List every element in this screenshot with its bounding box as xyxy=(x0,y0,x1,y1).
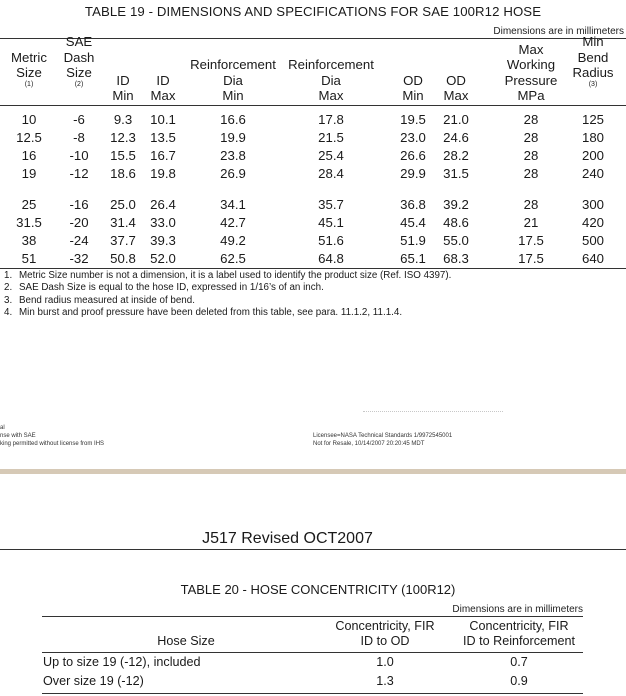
table20-column-header xyxy=(106,634,266,649)
footnote-text: Metric Size number is not a dimension, it is a label used to identify the product size (Ref. ISO 4397). xyxy=(19,270,452,281)
table-cell: 68.3 xyxy=(443,251,469,266)
header-line: Dia xyxy=(321,72,341,88)
faint-dotted-line xyxy=(363,411,503,412)
table-cell: 19 xyxy=(21,166,37,181)
footnote xyxy=(4,295,195,307)
table-cell: 21 xyxy=(523,215,539,230)
table-cell: 17.5 xyxy=(518,251,544,266)
table-cell: 17.8 xyxy=(318,112,344,127)
table-cell: 12.3 xyxy=(110,130,136,145)
header-line: Reinforcement xyxy=(190,57,276,73)
header-line: Min xyxy=(222,87,244,103)
header-line: Pressure xyxy=(504,72,558,88)
table-cell: 31.5 xyxy=(443,166,469,181)
table-cell: 34.1 xyxy=(220,197,246,212)
header-line: OD xyxy=(403,72,423,88)
table-cell: 39.3 xyxy=(150,233,176,248)
table-cell: 48.6 xyxy=(443,215,469,230)
header-line: ID to Reinforcement xyxy=(463,634,575,648)
table-cell: 51 xyxy=(21,251,37,266)
table-cell: 51.6 xyxy=(318,233,344,248)
table-cell: 35.7 xyxy=(318,197,344,212)
table20-title: TABLE 20 - HOSE CONCENTRICITY (100R12) xyxy=(180,582,456,597)
table20-header-rule xyxy=(42,652,583,653)
header-line: Min xyxy=(402,87,424,103)
footnote xyxy=(4,270,451,282)
header-line: SAE xyxy=(65,34,93,50)
footnote-number: 2. xyxy=(4,282,13,294)
table-cell: 19.9 xyxy=(220,130,246,145)
footnote-text: SAE Dash Size is equal to the hose ID, expressed in 1/16’s of an inch. xyxy=(19,282,324,294)
table-cell: -12 xyxy=(69,166,89,181)
header-line: Reinforcement xyxy=(288,57,374,73)
table-cell: 45.4 xyxy=(400,215,426,230)
table-cell: 10.1 xyxy=(150,112,176,127)
table-cell: 21.5 xyxy=(318,130,344,145)
table-cell: 240 xyxy=(581,166,604,181)
header-line: Working xyxy=(506,57,556,73)
table-cell: 21.0 xyxy=(443,112,469,127)
table19-column-header xyxy=(178,57,288,103)
footnote xyxy=(4,282,324,294)
table-cell: 25.4 xyxy=(318,148,344,163)
table-cell: -16 xyxy=(69,197,89,212)
table-cell: 16.6 xyxy=(220,112,246,127)
table-cell: 62.5 xyxy=(220,251,246,266)
table-cell: 300 xyxy=(581,197,604,212)
table-cell: 45.1 xyxy=(318,215,344,230)
header-line: Max xyxy=(150,87,176,103)
table19-header-rule xyxy=(0,105,626,106)
header-line: MPa xyxy=(517,87,545,103)
table-cell: 420 xyxy=(581,215,604,230)
table-cell: Up to size 19 (-12), included xyxy=(43,655,201,669)
header-line: Hose Size xyxy=(157,634,215,648)
table-cell: 50.8 xyxy=(110,251,136,266)
header-line: Max xyxy=(318,87,344,103)
header-line: Min xyxy=(112,87,134,103)
table-cell: 16.7 xyxy=(150,148,176,163)
table-cell: 18.6 xyxy=(110,166,136,181)
table-cell: 26.9 xyxy=(220,166,246,181)
table20-column-header xyxy=(439,619,599,649)
table-cell: 180 xyxy=(581,130,604,145)
table-cell: 25.0 xyxy=(110,197,136,212)
table-cell: 15.5 xyxy=(110,148,136,163)
table-cell: 10 xyxy=(21,112,37,127)
table-cell: 25 xyxy=(21,197,37,212)
table-cell: 31.5 xyxy=(16,215,42,230)
header-line: Radius xyxy=(572,64,614,80)
table-cell: 28 xyxy=(523,166,539,181)
table-cell: 0.9 xyxy=(510,674,528,688)
footer-left-line: al xyxy=(0,425,5,431)
table-cell: -24 xyxy=(69,233,89,248)
table-cell: -20 xyxy=(69,215,89,230)
table-cell: 36.8 xyxy=(400,197,426,212)
page-break-band xyxy=(0,469,626,474)
footer-left-line: nse with SAE xyxy=(0,432,36,439)
header-line: Dash xyxy=(63,49,95,65)
table-cell: 500 xyxy=(581,233,604,248)
footnote xyxy=(4,307,402,319)
table-cell: 12.5 xyxy=(16,130,42,145)
table-cell: 19.5 xyxy=(400,112,426,127)
header-line: Max xyxy=(443,87,469,103)
table-cell: 52.0 xyxy=(150,251,176,266)
table-cell: 49.2 xyxy=(220,233,246,248)
table-cell: -8 xyxy=(73,130,85,145)
table-cell: 29.9 xyxy=(400,166,426,181)
footnote-number: 3. xyxy=(4,294,13,306)
table19-title: TABLE 19 - DIMENSIONS AND SPECIFICATIONS FOR SAE 100R12 HOSE xyxy=(84,4,542,19)
footer-right-line: Licensee=NASA Technical Standards 1/9972545001 xyxy=(313,433,453,439)
footnote-ref: (2) xyxy=(74,81,84,88)
page-header-rule xyxy=(0,549,626,550)
table-cell: 26.4 xyxy=(150,197,176,212)
table19-bottom-rule xyxy=(0,268,626,269)
table-cell: 51.9 xyxy=(400,233,426,248)
footer-left-line: king permitted without license from IHS xyxy=(0,440,105,447)
table-cell: 31.4 xyxy=(110,215,136,230)
header-line: Concentricity, FIR xyxy=(335,619,435,633)
footnote-ref: (1) xyxy=(24,81,34,88)
table20-top-rule xyxy=(42,616,583,617)
table19-units-note: Dimensions are in millimeters xyxy=(493,26,624,37)
header-line: OD xyxy=(446,72,466,88)
table-cell: 640 xyxy=(581,251,604,266)
table-cell: 28 xyxy=(523,148,539,163)
table-cell: 9.3 xyxy=(113,112,133,127)
table-cell: 38 xyxy=(21,233,37,248)
header-line: Bend xyxy=(577,49,609,65)
table-cell: 125 xyxy=(581,112,604,127)
table-cell: Over size 19 (-12) xyxy=(43,674,144,688)
table-cell: 16 xyxy=(21,148,37,163)
table-cell: 64.8 xyxy=(318,251,344,266)
header-line: Metric xyxy=(11,49,47,65)
table-cell: 26.6 xyxy=(400,148,426,163)
footnote-text: Min burst and proof pressure have been deleted from this table, see para. 11.1.2, 11.1.4. xyxy=(19,306,403,318)
table-cell: 28 xyxy=(523,197,539,212)
header-line: Size xyxy=(66,64,92,80)
table-cell: 200 xyxy=(581,148,604,163)
footnote-ref: (3) xyxy=(588,81,598,88)
table-cell: 55.0 xyxy=(443,233,469,248)
header-line: ID xyxy=(156,72,170,88)
table-cell: 24.6 xyxy=(443,130,469,145)
table-cell: 1.3 xyxy=(376,674,394,688)
header-line: Min xyxy=(582,34,604,50)
table-cell: 23.8 xyxy=(220,148,246,163)
table-cell: 0.7 xyxy=(510,655,528,669)
table-cell: 39.2 xyxy=(443,197,469,212)
table-cell: 33.0 xyxy=(150,215,176,230)
header-line: Size xyxy=(16,64,42,80)
footnote-number: 1. xyxy=(4,270,13,281)
table-cell: -6 xyxy=(73,112,85,127)
table-cell: 28.2 xyxy=(443,148,469,163)
table-cell: -32 xyxy=(69,251,89,266)
header-line: ID to OD xyxy=(360,634,410,648)
table-cell: 19.8 xyxy=(150,166,176,181)
table-cell: 17.5 xyxy=(518,233,544,248)
table-cell: 28.4 xyxy=(318,166,344,181)
document-id-header: J517 Revised OCT2007 xyxy=(202,530,373,547)
table20-bottom-rule xyxy=(42,693,583,694)
table-cell: 1.0 xyxy=(376,655,394,669)
table-cell: 42.7 xyxy=(220,215,246,230)
header-line: ID xyxy=(116,72,130,88)
table-cell: 28 xyxy=(523,112,539,127)
table-cell: 13.5 xyxy=(150,130,176,145)
footnote-text: Bend radius measured at inside of bend. xyxy=(19,294,195,306)
table19-column-header xyxy=(538,34,626,89)
table-cell: -10 xyxy=(69,148,89,163)
table20-units-note: Dimensions are in millimeters xyxy=(452,604,583,615)
table-cell: 37.7 xyxy=(110,233,136,248)
header-line: Concentricity, FIR xyxy=(469,619,569,633)
header-line: Max xyxy=(518,42,544,58)
table-cell: 23.0 xyxy=(400,130,426,145)
footnote-number: 4. xyxy=(4,306,13,318)
table-cell: 28 xyxy=(523,130,539,145)
header-line: Dia xyxy=(223,72,243,88)
table-cell: 65.1 xyxy=(400,251,426,266)
footer-right-line: Not for Resale, 10/14/2007 20:20:45 MDT xyxy=(313,440,425,447)
